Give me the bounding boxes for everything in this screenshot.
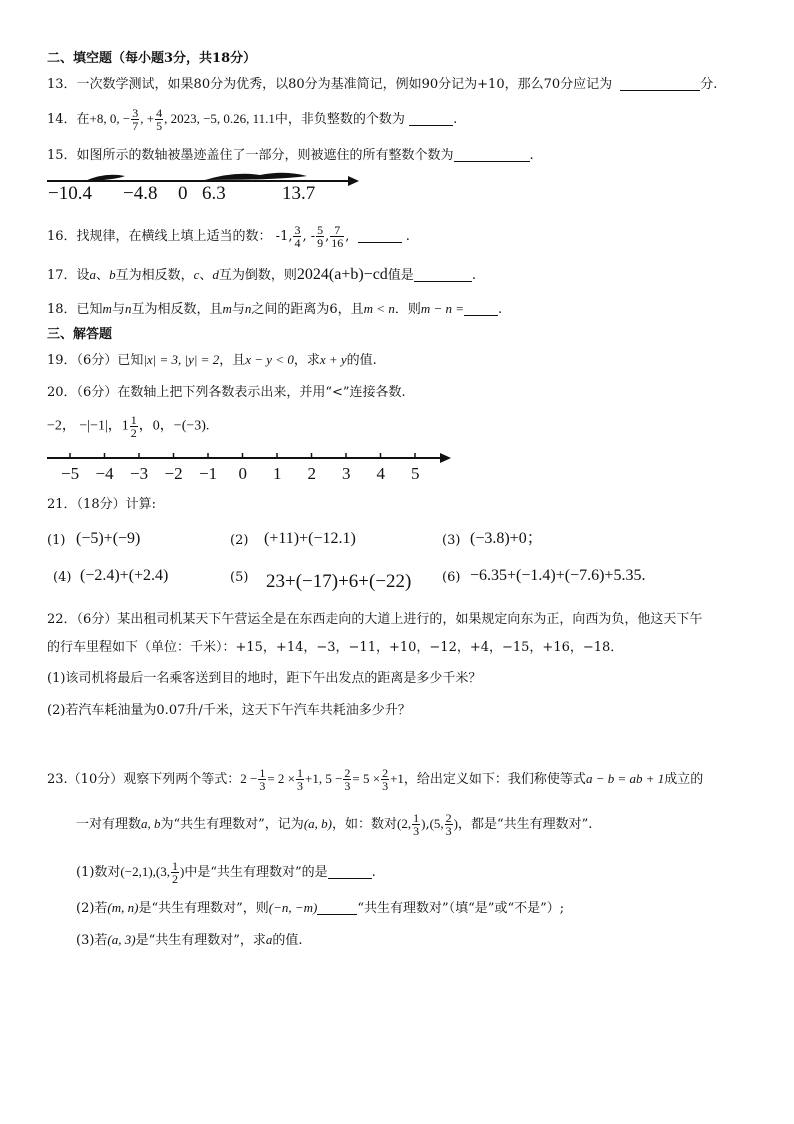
tick-label: 3 (342, 464, 351, 483)
answer-blank-15[interactable] (454, 147, 530, 162)
calc-expr-4: (−2.4)+(+2.4) (80, 567, 169, 584)
tick-label: 0 (178, 183, 188, 204)
answer-blank-23-2[interactable] (317, 900, 357, 915)
question-23-line1: 23.（10分）观察下列两个等式：2 − $\frac{1}{3}$ = 2 × $\frac{1}{3}$ +1, 5 − $\frac{2}{3}$ = 5 × $\frac{2}{3}$ +1，给出定义如下：我们称使等式a − b = ab + 1成立的 (47, 766, 704, 793)
question-22-sub2: (2)若汽车耗油量为0.07升/千米，这天下午汽车共耗油多少升？ (47, 703, 411, 718)
question-21-title: 21．（18分）计算: (47, 497, 156, 512)
tick-label: 6.3 (202, 183, 226, 204)
number-line-2-labels (0, 464, 794, 488)
question-22-line2: 的行车里程如下（单位：千米）：+15，+14，−3，−11，+10，−12，+4，−15，+16，−18． (47, 640, 624, 655)
ink-blot-right (205, 173, 307, 180)
calc-item-6: (6) (442, 570, 461, 585)
section-title-answer: 三、解答题 (47, 327, 113, 342)
answer-blank-14[interactable] (409, 111, 453, 126)
question-23-sub3: (3)若(a, 3)是“共生有理数对”，求a的值. (76, 932, 303, 948)
tick-label: −1 (199, 464, 218, 483)
fraction-1-2: $\frac{1}{2}$ (130, 413, 137, 440)
tick-label: −2 (164, 464, 183, 483)
tick-label: −4 (95, 464, 114, 483)
tick-label: −5 (61, 464, 80, 483)
question-18: 18．已知m与n互为相反数，且m与n之间的距离为6，且m < n．则m − n = . (47, 301, 503, 317)
number-line-1-labels (0, 183, 794, 207)
question-23-sub2: (2)若(m, n)是“共生有理数对”，则(−n, −m) “共生有理数对”（填“是”或“不是”）; (76, 900, 565, 916)
tick-label: 1 (273, 464, 282, 483)
calc-item-5: (5) (230, 570, 249, 585)
fraction-5-9: $\frac{5}{9}$ (317, 223, 324, 250)
answer-blank-23-1[interactable] (328, 864, 372, 879)
tick-label: 4 (376, 464, 385, 483)
tick-label: 0 (238, 464, 247, 483)
question-20: 20．（6分）在数轴上把下列各数表示出来，并用“<”连接各数. (47, 385, 406, 400)
calc-expr-6: −6.35+(−1.4)+(−7.6)+5.35. (470, 567, 646, 584)
question-17: 17．设a、b互为相反数，c、d互为倒数，则2024(a+b)−cd值是 . (47, 266, 476, 283)
calc-expr-3: (−3.8)+0； (470, 530, 543, 547)
question-16: 16．找规律，在横线上填上适当的数： -1, $\frac{3}{4}$ , - $\frac{5}{9}$ , $\frac{7}{16}$ , . (47, 223, 410, 250)
calc-item-4: (4) (53, 570, 72, 585)
question-15: 15．如图所示的数轴被墨迹盖住了一部分，则被遮住的所有整数个数为 . (47, 148, 534, 163)
tick-label: −10.4 (48, 183, 92, 204)
axis-arrow-icon (440, 453, 451, 463)
question-19: 19．（6分）已知|x| = 3, |y| = 2，且x − y < 0，求x + y的值. (47, 352, 377, 368)
calc-item-1: (1) (47, 533, 66, 548)
tick-label: 13.7 (282, 183, 316, 204)
section-title-fill-in: 二、填空题（每小题3分，共18分） (47, 51, 257, 66)
calc-item-3: (3) (442, 533, 461, 548)
tick-label: −3 (130, 464, 149, 483)
fraction-3-7: $\frac{3}{7}$ (132, 106, 139, 133)
question-13: 13．一次数学测试，如果80分为优秀，以80分为基准简记，例如90分记为+10，那么70分应记为 分. (47, 77, 718, 92)
question-23-sub1: (1)数对(−2,1),(3, $\frac{1}{2}$ )中是“共生有理数对”的是 . (76, 859, 376, 886)
question-23-line2: 一对有理数a, b为“共生有理数对”，记为(a, b)，如：数对(2, $\frac{1}{3}$ ),(5, $\frac{2}{3}$ )，都是“共生有理数对”. (76, 811, 593, 838)
tick-label: 2 (307, 464, 316, 483)
calc-item-2: (2) (230, 533, 249, 548)
tick-label: 5 (411, 464, 420, 483)
fraction-3-4: $\frac{3}{4}$ (294, 223, 301, 250)
calc-expr-2: (+11)+(−12.1) (264, 530, 356, 547)
fraction-4-5: $\frac{4}{5}$ (156, 106, 163, 133)
tick-label: −4.8 (123, 183, 158, 204)
answer-blank-13[interactable] (620, 76, 700, 91)
question-22-line1: 22．（6分）某出租司机某天下午营运全是在东西走向的大道上进行的，如果规定向东为正，向西为负，他这天下午 (47, 612, 703, 627)
question-14: 14．在+8, 0, − $\frac{3}{7}$ , + $\frac{4}{5}$ , 2023, −5, 0.26, 11.1中，非负整数的个数为 . (47, 106, 458, 133)
fraction-7-16: $\frac{7}{16}$ (331, 223, 344, 250)
calc-expr-1: (−5)+(−9) (76, 530, 141, 547)
question-20-numbers: −2， −|−1|，1 $\frac{1}{2}$ ，0，−(−3). (47, 413, 210, 440)
answer-blank-16[interactable] (358, 228, 402, 243)
answer-blank-17[interactable] (414, 267, 472, 282)
question-22-sub1: (1)该司机将最后一名乘客送到目的地时，距下午出发点的距离是多少千米？ (47, 671, 482, 686)
answer-blank-18[interactable] (464, 301, 498, 316)
calc-expr-5: 23+(−17)+6+(−22) (266, 571, 412, 592)
